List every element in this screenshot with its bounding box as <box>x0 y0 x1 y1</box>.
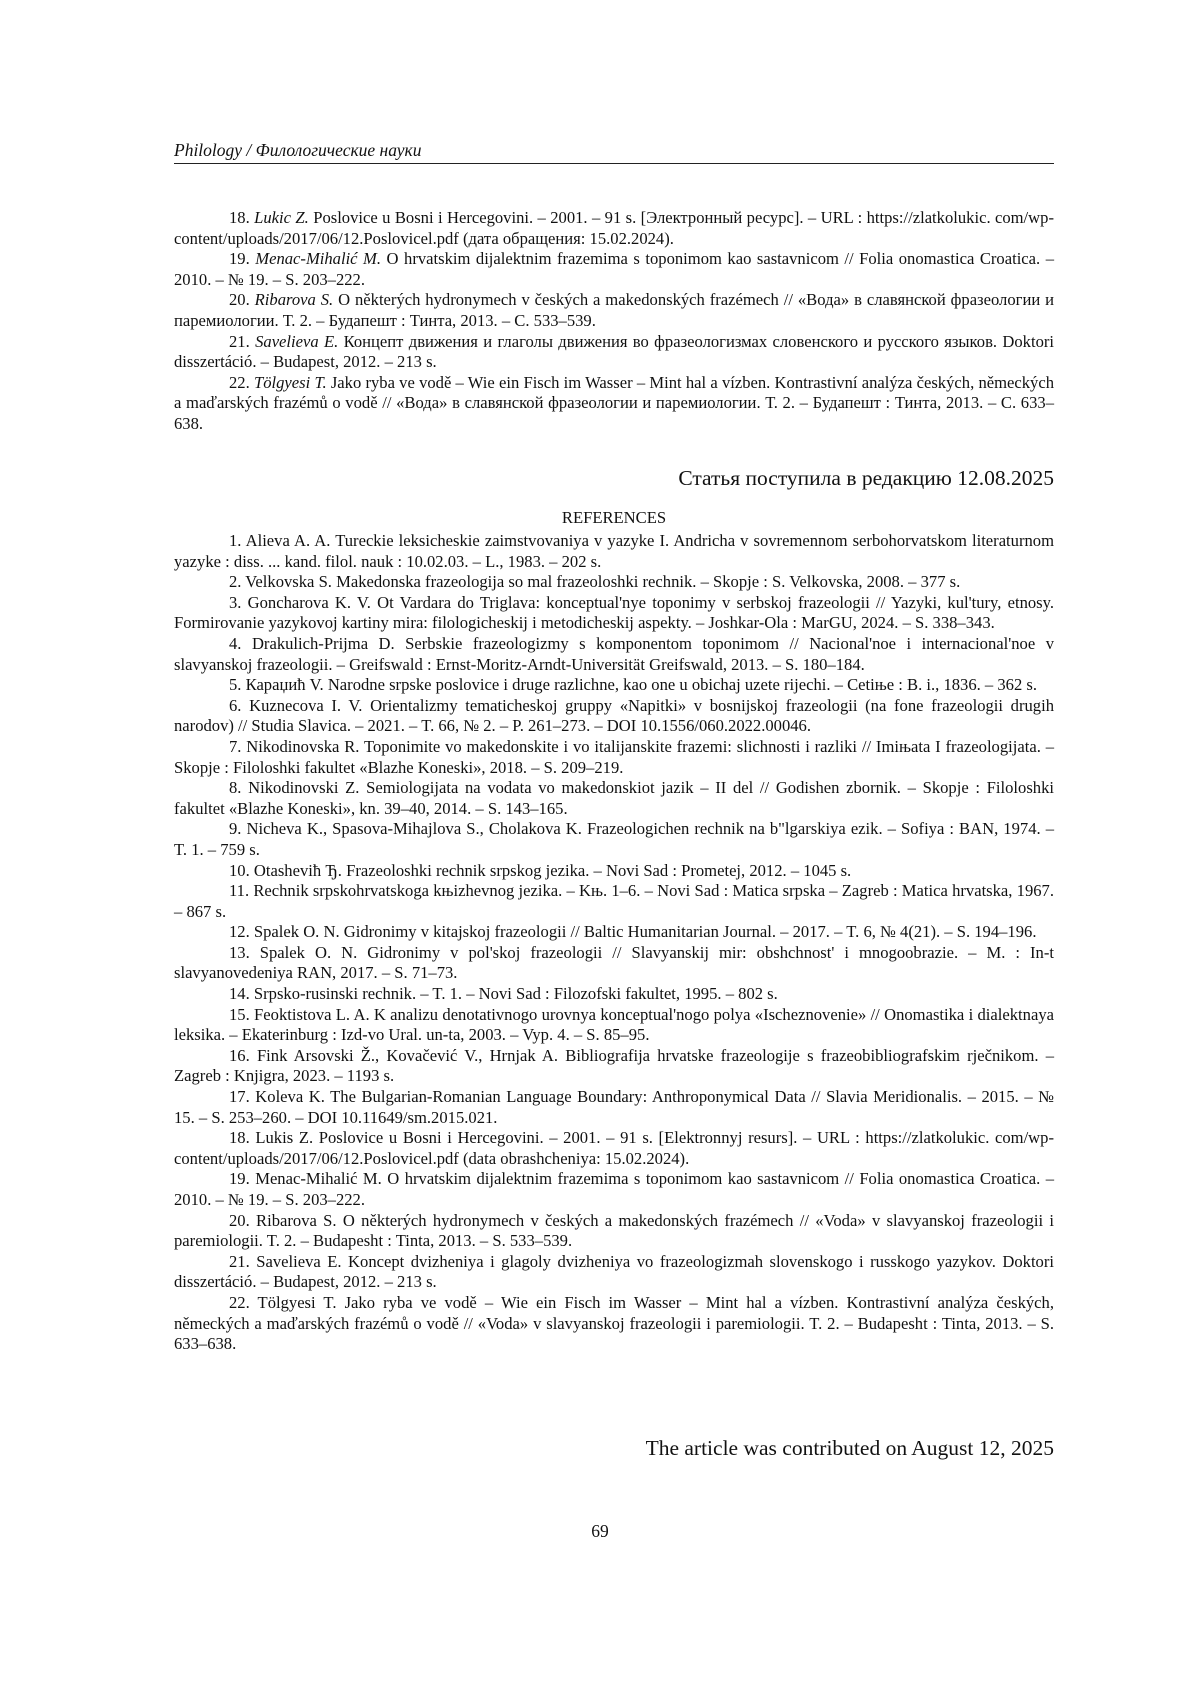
reference-item: 19. Menac-Mihalić M. O hrvatskim dijalektnim frazemima s toponimom kao sastavnicom // Folia onomastica Croatica. – 2010. – № 19. – S. 203–222. <box>174 1169 1054 1209</box>
reference-item: 19. Menac-Mihalić M. O hrvatskim dijalektnim frazemima s toponimom kao sastavnicom // Folia onomastica Croatica. – 2010. – № 19. – S. 203–222. <box>174 249 1054 289</box>
reference-item: 18. Lukic Z. Poslovice u Bosni i Hercegovini. – 2001. – 91 s. [Электронный ресурс]. – URL : https://zlatkolukic. com/wp-content/uploads/2017/06/12.Poslovicel.pdf (дата обращения: 15.02.2024). <box>174 208 1054 248</box>
reference-item: 18. Lukis Z. Poslovice u Bosni i Hercegovini. – 2001. – 91 s. [Elektronnyj resurs]. – URL : https://zlatkolukic. com/wp-content/uploads/2017/06/12.Poslovicel.pdf (data obrashcheniya: 15.02.2024). <box>174 1128 1054 1168</box>
reference-item: 3. Goncharova K. V. Ot Vardara do Triglava: konceptual'nye toponimy v serbskoj frazeologii // Yazyki, kul'tury, etnosy. Formirovanie yazykovoj kartiny mira: filologicheskij i metodicheskij aspekty. – Joshkar-Ola : MarGU, 2024. – S. 338–343. <box>174 592 1054 633</box>
received-date-ru: Статья поступила в редакцию 12.08.2025 <box>678 466 1054 490</box>
reference-item: 16. Fink Arsovski Ž., Kovačević V., Hrnjak A. Bibliografija hrvatske frazeologije s frazeobibliografskim rječnikom. – Zagreb : Knjigra, 2023. – 1193 s. <box>174 1045 1054 1086</box>
reference-item: 8. Nikodinovski Z. Semiologijata na vodata vo makedonskiot jazik – II del // Godishen zbornik. – Skopje : Filoloshki fakultet «Blazhe Koneski», kn. 39–40, 2014. – S. 143–165. <box>174 778 1054 818</box>
reference-item: 1. Alieva A. A. Tureckie leksicheskie zaimstvovaniya v yazyke I. Andricha v sovremennom serbohorvatskom literaturnom yazyke : diss. ... kand. filol. nauk : 10.02.03. – L., 1983. – 202 s. <box>174 531 1054 571</box>
reference-item: 13. Spalek O. N. Gidronimy v pol'skoj frazeologii // Slavyanskij mir: obshchnost' i mnogoobrazie. – M. : In-t slavyanovedeniya RAN, 2017. – S. 71–73. <box>174 942 1054 983</box>
reference-item: 21. Savelieva E. Koncept dvizheniya i glagoly dvizheniya vo frazeologizmah slovenskogo i russkogo yazykov. Doktori disszertáció. – Budapest, 2012. – 213 s. <box>174 1251 1054 1292</box>
reference-item: 14. Srpsko-rusinski rechnik. – T. 1. – Novi Sad : Filozofski fakultet, 1995. – 802 s. <box>229 984 778 1004</box>
reference-item: 10. Otasheviħ Ђ. Frazeoloshki rechnik srpskog jezika. – Novi Sad : Prometej, 2012. – 1045 s. <box>229 860 852 880</box>
reference-item: 21. Savelieva E. Концепт движения и глаголы движения во фразеологизмах словенского и русского языков. Doktori disszertáció. – Budapest, 2012. – 213 s. <box>174 331 1055 372</box>
references-heading: REFERENCES <box>561 508 667 527</box>
original-reference-list <box>174 208 1054 435</box>
header-divider <box>174 163 1054 164</box>
reference-item: 20. Ribarova S. O některých hydronymech v českých a makedonských frazémech // «Voda» v slavyanskoj frazeologii i paremiologii. T. 2. – Budapesht : Tinta, 2013. – S. 533–539. <box>174 1210 1054 1251</box>
page-number: 69 <box>591 1521 609 1541</box>
reference-item: 2. Velkovska S. Makedonska frazeologija so mal frazeoloshki rechnik. – Skopje : S. Velkovska, 2008. – 377 s. <box>229 572 961 592</box>
reference-item: 20. Ribarova S. O některých hydronymech v českých a makedonských frazémech // «Вода» в славянской фразеологии и паремиологии. Т. 2. – Будапешт : Тинта, 2013. – С. 533–539. <box>174 290 1054 330</box>
reference-item: 17. Koleva K. The Bulgarian-Romanian Language Boundary: Anthroponymical Data // Slavia Meridionalis. – 2015. – № 15. – S. 253–260. – DOI 10.11649/sm.2015.021. <box>174 1087 1054 1127</box>
reference-item: 11. Rechnik srpskohrvatskoga kњizhevnog jezika. – Kњ. 1–6. – Novi Sad : Matica srpska – Zagreb : Matica hrvatska, 1967. – 867 s. <box>174 881 1054 921</box>
running-header: Philology / Филологические науки <box>174 140 422 160</box>
reference-item: 5. Караџић V. Narodne srpske poslovice i druge razlichne, kao one u obichaj uzete rijechi. – Cetiње : B. i., 1836. – 362 s. <box>229 675 1038 695</box>
reference-item: 9. Nicheva K., Spasova-Mihajlova S., Cholakova K. Frazeologichen rechnik na b"lgarskiya ezik. – Sofiya : BAN, 1974. – T. 1. – 759 s. <box>174 819 1054 859</box>
reference-item: 15. Feoktistova L. A. K analizu denotativnogo urovnya konceptual'nogo polya «Ischeznovenie» // Onomastika i dialektnaya leksika. – Ekaterinburg : Izd-vo Ural. un-ta, 2003. – Vyp. 4. – S. 85–95. <box>174 1004 1054 1045</box>
reference-item: 12. Spalek O. N. Gidronimy v kitajskoj frazeologii // Baltic Humanitarian Journal. – 2017. – T. 6, № 4(21). – S. 194–196. <box>229 922 1037 942</box>
reference-item: 7. Nikodinovska R. Toponimite vo makedonskite i vo italijanskite frazemi: slichnosti i razliki // Imiњata I frazeologijata. – Skopje : Filoloshki fakultet «Blazhe Koneski», 2018. – S. 209–219. <box>174 736 1054 777</box>
reference-item: 4. Drakulich-Prijma D. Serbskie frazeologizmy s komponentom toponimom // Nacional'noe i internacional'noe v slavyanskoj frazeologii. – Greifswald : Ernst-Moritz-Arndt-Universität Greifswald, 2013. – S. 180–184. <box>174 633 1054 674</box>
received-date-en: The article was contributed on August 12, 2025 <box>645 1436 1054 1460</box>
references-list <box>174 531 1054 1355</box>
reference-item: 6. Kuznecova I. V. Orientalizmy tematicheskoj gruppy «Napitki» v bosnijskoj frazeologii (na fone frazeologii drugih narodov) // Studia Slavica. – 2021. – T. 66, № 2. – P. 261–273. – DOI 10.1556/060.2022.00046. <box>174 695 1054 736</box>
reference-item: 22. Tölgyesi T. Jako ryba ve vodě – Wie ein Fisch im Wasser – Mint hal a vízben. Kontrastivní analýza českých, německých a maďarských frazémů o vodě // «Вода» в славянской фразеологии и паремиологии. Т. 2. – Будапешт : Тинта, 2013. – С. 633–638. <box>174 372 1054 433</box>
reference-item: 22. Tölgyesi T. Jako ryba ve vodě – Wie ein Fisch im Wasser – Mint hal a vízben. Kontrastivní analýza českých, německých a maďarských frazémů o vodě // «Voda» v slavyanskoj frazeologii i paremiologii. T. 2. – Budapesht : Tinta, 2013. – S. 633–638. <box>174 1292 1054 1354</box>
